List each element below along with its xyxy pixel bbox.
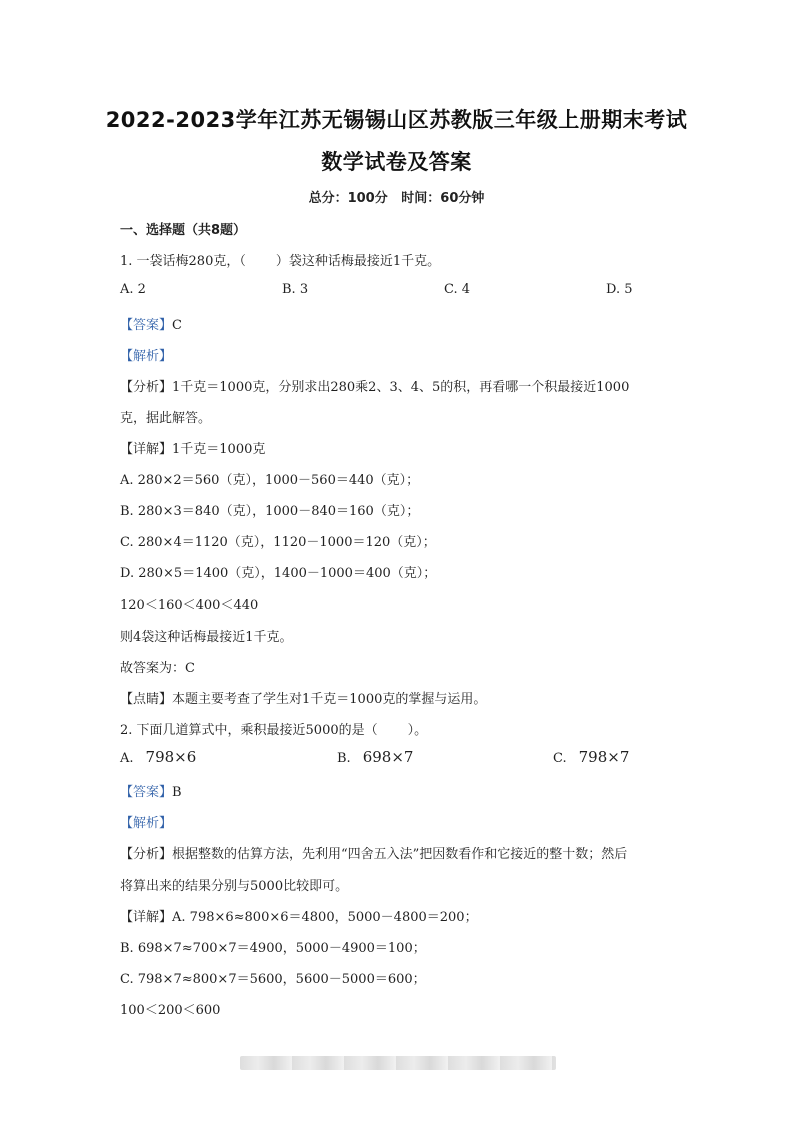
q2-compare: 100＜200＜600	[120, 1003, 221, 1018]
document-title-line2: 数学试卷及答案	[321, 150, 472, 174]
answer-tag: 【答案】	[120, 318, 173, 333]
q1-answer	[120, 314, 182, 333]
q1-step-b: B. 280×3＝840（克），1000－840＝160（克）；	[120, 504, 420, 519]
q1-option-b: B. 3	[282, 282, 309, 297]
exam-meta: 总分：100分 时间：60分钟	[308, 191, 485, 206]
dianjing-tag: 【点睛】	[120, 692, 173, 707]
fenxi-tag: 【分析】	[120, 847, 173, 862]
answer-value: B	[172, 785, 182, 800]
option-expression: 698×7	[362, 748, 414, 766]
fenxi-text: 根据整数的估算方法，先利用“四舍五入法”把因数看作和它接近的整十数；然后	[172, 847, 628, 862]
q2-option-a	[120, 748, 196, 766]
q2-xiangjie	[120, 906, 478, 925]
question-1-stem-after: ）袋这种话梅最接近1千克。	[275, 254, 441, 269]
answer-tag: 【答案】	[120, 785, 173, 800]
q2-option-c	[553, 748, 629, 766]
section-heading: 一、选择题（共8题）	[120, 223, 247, 238]
option-expression: 798×6	[145, 748, 197, 766]
q1-step-c: C. 280×4＝1120（克），1120－1000＝120（克）；	[120, 535, 436, 550]
xiangjie-tag: 【详解】	[120, 910, 173, 925]
q1-analysis-heading	[120, 345, 172, 364]
q1-compare: 120＜160＜400＜440	[120, 598, 259, 613]
option-letter: C.	[553, 751, 567, 766]
q2-option-b	[337, 748, 413, 766]
blurred-footer-watermark	[240, 1056, 556, 1070]
option-expression: 798×7	[578, 748, 630, 766]
q2-step-c: C. 798×7≈800×7＝5600，5600－5000＝600；	[120, 972, 426, 987]
q1-conclusion: 则4袋这种话梅最接近1千克。	[120, 630, 293, 645]
question-2-stem-after: ）。	[407, 723, 428, 738]
analysis-tag: 【解析】	[120, 816, 173, 831]
question-1-stem	[120, 250, 440, 269]
answer-value: C	[172, 318, 182, 333]
q2-fenxi	[120, 843, 627, 862]
q2-step-b: B. 698×7≈700×7＝4900，5000－4900＝100；	[120, 941, 426, 956]
q2-answer	[120, 781, 182, 800]
xiangjie-text: A. 798×6≈800×6＝4800，5000－4800＝200；	[172, 910, 478, 925]
question-2-stem-before: 2. 下面几道算式中，乘积最接近5000的是（	[120, 723, 378, 738]
q1-option-d: D. 5	[606, 282, 633, 297]
option-letter: B.	[337, 751, 351, 766]
q1-option-a: A. 2	[120, 282, 146, 297]
q1-step-a: A. 280×2＝560（克），1000－560＝440（克）；	[120, 473, 420, 488]
document-title-line1: 2022-2023学年江苏无锡锡山区苏教版三年级上册期末考试	[105, 108, 688, 132]
fenxi-tag: 【分析】	[120, 380, 173, 395]
xiangjie-tag: 【详解】	[120, 442, 173, 457]
q1-final: 故答案为：C	[120, 661, 195, 676]
question-2-stem	[120, 719, 427, 738]
question-1-stem-before: 1. 一袋话梅280克，（	[120, 254, 246, 269]
q2-fenxi-cont: 将算出来的结果分别与5000比较即可。	[120, 879, 349, 894]
q1-step-d: D. 280×5＝1400（克），1400－1000＝400（克）；	[120, 566, 437, 581]
analysis-tag: 【解析】	[120, 349, 173, 364]
option-letter: A.	[120, 751, 134, 766]
q1-option-c: C. 4	[444, 282, 471, 297]
q1-fenxi-cont: 克，据此解答。	[120, 411, 212, 426]
q1-dianjing	[120, 688, 486, 707]
xiangjie-text: 1千克＝1000克	[172, 442, 266, 457]
q2-analysis-heading	[120, 812, 172, 831]
dianjing-text: 本题主要考查了学生对1千克＝1000克的掌握与运用。	[172, 692, 487, 707]
q1-fenxi	[120, 376, 629, 395]
fenxi-text: 1千克＝1000克，分别求出280乘2、3、4、5的积，再看哪一个积最接近1000	[172, 380, 630, 395]
q1-xiangjie	[120, 438, 265, 457]
